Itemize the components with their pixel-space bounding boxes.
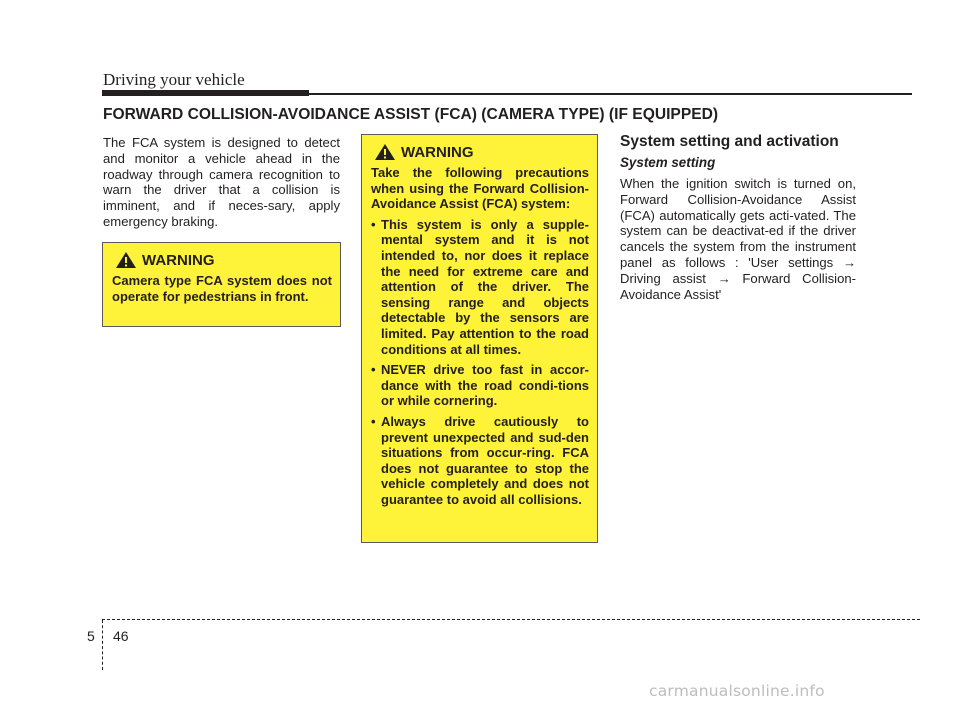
warning-triangle-icon [374, 143, 396, 161]
page-number: 46 [113, 628, 129, 644]
bullet-glyph: • [371, 413, 376, 429]
warning-bullet-text: This system is only a supple-mental system and it is not intended to, nor does it replace the need for extreme care and attention of the driver. The sensing range and objects detectable by the sensors are limited. Pay attention to the road conditions at all times. [381, 216, 589, 357]
warning-title: WARNING [142, 251, 215, 269]
section-heading: FORWARD COLLISION-AVOIDANCE ASSIST (FCA) (CAMERA TYPE) (IF EQUIPPED) [103, 106, 719, 123]
warning-header [115, 251, 332, 269]
chapter-title: Driving your vehicle [103, 70, 245, 89]
settings-paragraph: When the ignition switch is turned on, Forward Collision-Avoidance Assist (FCA) automatically gets acti-vated. The system can be deactivat-ed if the driver cancels the system from the instrument panel as follows : 'User settings → Driving assist → Forward Collision-Avoidance Assist' [620, 176, 856, 302]
warning-bullet-text: NEVER drive too fast in accor-dance with the road condi-tions or while cornering. [381, 362, 589, 409]
bullet-glyph: • [371, 216, 376, 232]
warning-bullet [371, 217, 589, 357]
warning-header [374, 143, 589, 161]
warning-bullet-text: Always drive cautiously to prevent unexpected and sud-den situations from occur-ring. FCA does not guarantee to stop the vehicle completely and does not guarantee to avoid all collisions. [381, 413, 589, 507]
settings-subheading: System setting [620, 155, 716, 170]
intro-paragraph: The FCA system is designed to detect and monitor a vehicle ahead in the roadway through camera recognition to warn the driver that a collision is imminent, and if neces-sary, apply emergency braking. [103, 135, 340, 229]
header-bar [102, 90, 309, 96]
warning-bullet [371, 414, 589, 508]
page-chapter-number: 5 [87, 628, 95, 644]
warning-bullet [371, 362, 589, 409]
footer-divider [102, 620, 103, 670]
warning-box-precautions [361, 134, 598, 543]
warning-bullet-list [371, 217, 589, 508]
footer-rule [102, 619, 920, 620]
warning-triangle-icon [115, 251, 137, 269]
warning-title: WARNING [401, 143, 474, 161]
bullet-glyph: • [371, 362, 376, 378]
watermark: carmanualsonline.info [649, 682, 825, 700]
warning-box-pedestrians [102, 242, 341, 327]
warning-text: Camera type FCA system does not operate for pedestrians in front. [112, 273, 332, 304]
warning-intro: Take the following precautions when using the Forward Collision-Avoidance Assist (FCA) system: [371, 165, 589, 212]
settings-heading: System setting and activation [620, 133, 839, 150]
header-rule [309, 93, 912, 95]
